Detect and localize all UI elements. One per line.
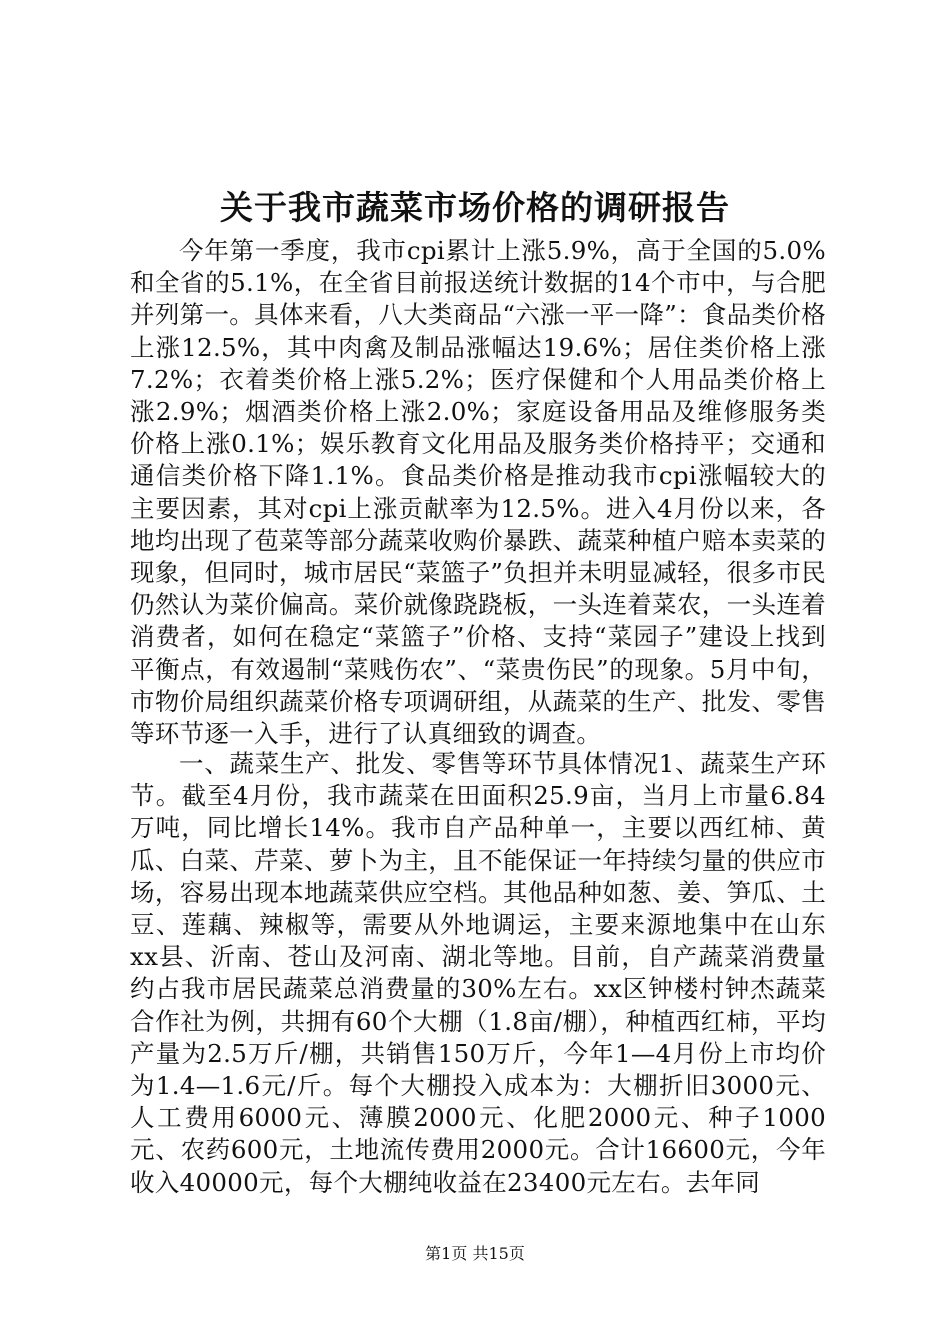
page-footer <box>0 1242 950 1266</box>
document-title: 关于我市蔬菜市场价格的调研报告 <box>220 188 730 227</box>
page-number: 第1页 <box>425 1244 468 1263</box>
body-paragraph-section-1: 一、蔬菜生产、批发、零售等环节具体情况1、蔬菜生产环节。截至4月份，我市蔬菜在田面积25.9亩，当月上市量6.84万吨，同比增长14%。我市自产品种单一，主要以西红柿、黄瓜、白菜、芹菜、萝卜为主，且不能保证一年持续匀量的供应市场，容易出现本地蔬菜供应空档。其他品种如葱、姜、笋瓜、土豆、莲藕、辣椒等，需要从外地调运，主要来源地集中在山东xx县、沂南、苍山及河南、湖北等地。目前，自产蔬菜消费量约占我市居民蔬菜总消费量的30%左右。xx区钟楼村钟杰蔬菜合作社为例，共拥有60个大棚（1.8亩/棚），种植西红柿，平均产量为2.5万斤/棚，共销售150万斤，今年1—4月份上市均价为1.4—1.6元/斤。每个大棚投入成本为：大棚折旧3000元、人工费用6000元、薄膜2000元、化肥2000元、种子1000元、农药600元，土地流传费用2000元。合计16600元，今年收入40000元，每个大棚纯收益在23400元左右。去年同 <box>130 749 826 1197</box>
body-paragraph-intro: 今年第一季度，我市cpi累计上涨5.9%，高于全国的5.0%和全省的5.1%，在全省目前报送统计数据的14个市中，与合肥并列第一。具体来看，八大类商品“六涨一平一降”：食品类价格上涨12.5%，其中肉禽及制品涨幅达19.6%；居住类价格上涨7.2%；衣着类价格上涨5.2%；医疗保健和个人用品类价格上涨2.9%；烟酒类价格上涨2.0%；家庭设备用品及维修服务类价格上涨0.1%；娱乐教育文化用品及服务类价格持平；交通和通信类价格下降1.1%。食品类价格是推动我市cpi涨幅较大的主要因素，其对cpi上涨贡献率为12.5%。进入4月份以来，各地均出现了苞菜等部分蔬菜收购价暴跌、蔬菜种植户赔本卖菜的现象，但同时，城市居民“菜篮子”负担并未明显减轻，很多市民仍然认为菜价偏高。菜价就像跷跷板，一头连着菜农，一头连着消费者，如何在稳定“菜篮子”价格、支持“菜园子”建设上找到平衡点，有效遏制“菜贱伤农”、“菜贵伤民”的现象。5月中旬，市物价局组织蔬菜价格专项调研组，从蔬菜的生产、批发、零售等环节逐一入手，进行了认真细致的调查。 <box>130 236 826 749</box>
total-pages: 共15页 <box>472 1244 525 1263</box>
